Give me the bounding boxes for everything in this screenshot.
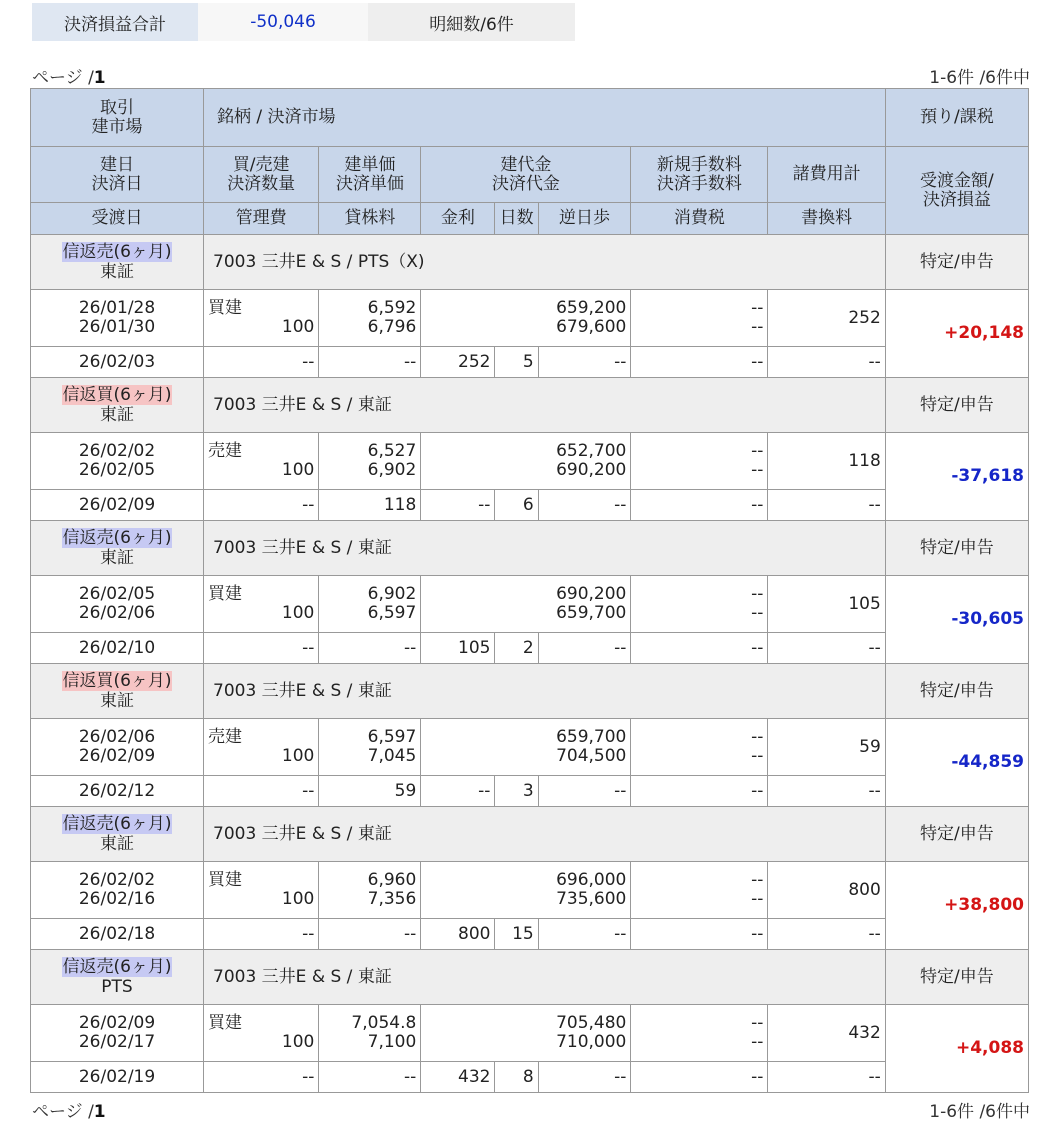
header-torihiki: 取引 建市場 — [31, 89, 204, 147]
trade-market: PTS — [101, 977, 133, 997]
trade-settlement-row — [31, 776, 1029, 807]
summary-bar — [32, 3, 575, 41]
trade-group-row — [31, 664, 1029, 719]
trade-group-row — [31, 807, 1029, 862]
trade-group-row — [31, 378, 1029, 433]
trade-market: 東証 — [100, 262, 134, 282]
trade-type-cell — [31, 807, 204, 862]
trade-shohizei: -- — [631, 490, 768, 521]
header-row-2 — [31, 147, 1029, 203]
trade-tax-type: 特定/申告 — [885, 235, 1028, 290]
trade-tanka: 6,960 7,356 — [319, 862, 421, 919]
trade-dates: 26/02/06 26/02/09 — [31, 719, 204, 776]
header-ukewatashibi: 受渡日 — [31, 203, 204, 235]
trade-type-cell — [31, 950, 204, 1005]
summary-detail-count: 明細数/6件 — [368, 3, 575, 41]
header-row-1 — [31, 89, 1029, 147]
trade-tesuryo: -- -- — [631, 862, 768, 919]
trade-nissu: 5 — [495, 347, 538, 378]
trade-shohizei: -- — [631, 633, 768, 664]
trade-baibai-suryo: 買建 100 — [204, 862, 319, 919]
trade-kanrihi: -- — [204, 347, 319, 378]
trade-kinri: 252 — [421, 347, 495, 378]
trade-daikin: 652,700 690,200 — [421, 433, 631, 490]
trade-history-table — [30, 88, 1029, 1093]
trade-shohiyo: 105 — [768, 576, 885, 633]
trade-type-badge: 信返売(6ヶ月) — [62, 814, 172, 834]
trade-kinri: -- — [421, 776, 495, 807]
trade-nissu: 2 — [495, 633, 538, 664]
trade-baibai-suryo: 売建 100 — [204, 433, 319, 490]
trade-shohizei: -- — [631, 776, 768, 807]
trade-gyakuhibu: -- — [538, 490, 631, 521]
trade-kanrihi: -- — [204, 1062, 319, 1093]
trade-pnl: +20,148 — [885, 290, 1028, 378]
trade-dates: 26/02/02 26/02/16 — [31, 862, 204, 919]
trade-type-cell — [31, 378, 204, 433]
page-prefix: ページ / — [32, 1102, 94, 1122]
trade-type-cell — [31, 235, 204, 290]
trade-shohizei: -- — [631, 1062, 768, 1093]
trade-shohiyo: 432 — [768, 1005, 885, 1062]
page-prefix: ページ / — [32, 68, 94, 88]
trade-baibai-suryo: 買建 100 — [204, 576, 319, 633]
trade-market: 東証 — [100, 548, 134, 568]
trade-tesuryo: -- -- — [631, 1005, 768, 1062]
header-kakikae: 書換料 — [768, 203, 885, 235]
trade-ukewatashibi: 26/02/19 — [31, 1062, 204, 1093]
trade-daikin: 659,700 704,500 — [421, 719, 631, 776]
trade-ukewatashibi: 26/02/18 — [31, 919, 204, 950]
header-meigara: 銘柄 / 決済市場 — [204, 89, 886, 147]
header-gyakuhibu: 逆日歩 — [538, 203, 631, 235]
trade-pnl: +4,088 — [885, 1005, 1028, 1093]
trade-detail-row — [31, 290, 1029, 347]
trade-pnl: -44,859 — [885, 719, 1028, 807]
trade-gyakuhibu: -- — [538, 776, 631, 807]
trade-kakikae: -- — [768, 633, 885, 664]
trade-tax-type: 特定/申告 — [885, 378, 1028, 433]
trade-tax-type: 特定/申告 — [885, 807, 1028, 862]
trade-tanka: 7,054.8 7,100 — [319, 1005, 421, 1062]
trade-pnl: +38,800 — [885, 862, 1028, 950]
trade-kashikabu: 118 — [319, 490, 421, 521]
trade-shohiyo: 800 — [768, 862, 885, 919]
trade-tanka: 6,597 7,045 — [319, 719, 421, 776]
trade-kashikabu: -- — [319, 347, 421, 378]
trade-gyakuhibu: -- — [538, 1062, 631, 1093]
trade-kanrihi: -- — [204, 490, 319, 521]
trade-kakikae: -- — [768, 347, 885, 378]
trade-tax-type: 特定/申告 — [885, 950, 1028, 1005]
trade-market: 東証 — [100, 405, 134, 425]
trade-kakikae: -- — [768, 919, 885, 950]
trade-nissu: 3 — [495, 776, 538, 807]
trade-nissu: 6 — [495, 490, 538, 521]
trade-type-badge: 信返買(6ヶ月) — [62, 671, 172, 691]
trade-tesuryo: -- -- — [631, 719, 768, 776]
trade-daikin: 705,480 710,000 — [421, 1005, 631, 1062]
page-indicator-top — [32, 63, 106, 88]
trade-settlement-row — [31, 490, 1029, 521]
trade-kakikae: -- — [768, 490, 885, 521]
result-count-top: 1-6件 /6件中 — [929, 68, 1030, 88]
trade-baibai-suryo: 売建 100 — [204, 719, 319, 776]
trade-tesuryo: -- -- — [631, 433, 768, 490]
trade-kinri: 432 — [421, 1062, 495, 1093]
trade-tesuryo: -- -- — [631, 290, 768, 347]
trade-settlement-row — [31, 919, 1029, 950]
trade-kakikae: -- — [768, 1062, 885, 1093]
trade-settlement-row — [31, 633, 1029, 664]
trade-kanrihi: -- — [204, 919, 319, 950]
trade-meigara[interactable]: 7003 三井E & S / 東証 — [204, 521, 886, 576]
trade-detail-row — [31, 1005, 1029, 1062]
trade-detail-row — [31, 719, 1029, 776]
trade-meigara[interactable]: 7003 三井E & S / 東証 — [204, 378, 886, 433]
trade-baibai-suryo: 買建 100 — [204, 290, 319, 347]
trade-meigara[interactable]: 7003 三井E & S / 東証 — [204, 807, 886, 862]
summary-label: 決済損益合計 — [32, 3, 198, 41]
trade-gyakuhibu: -- — [538, 633, 631, 664]
header-shohiyo: 諸費用計 — [768, 147, 885, 203]
trade-meigara[interactable]: 7003 三井E & S / 東証 — [204, 664, 886, 719]
trade-kashikabu: -- — [319, 919, 421, 950]
trade-kinri: -- — [421, 490, 495, 521]
header-row-3 — [31, 203, 1029, 235]
header-daikin: 建代金 決済代金 — [421, 147, 631, 203]
trade-kashikabu: -- — [319, 633, 421, 664]
trade-detail-row — [31, 862, 1029, 919]
header-baibai: 買/売建 決済数量 — [204, 147, 319, 203]
header-dates: 建日 決済日 — [31, 147, 204, 203]
trade-shohizei: -- — [631, 919, 768, 950]
trade-shohiyo: 118 — [768, 433, 885, 490]
trade-type-badge: 信返買(6ヶ月) — [62, 385, 172, 405]
trade-daikin: 690,200 659,700 — [421, 576, 631, 633]
header-tesuryo: 新規手数料 決済手数料 — [631, 147, 768, 203]
trade-nissu: 15 — [495, 919, 538, 950]
header-kashikabu: 貸株料 — [319, 203, 421, 235]
trade-dates: 26/02/05 26/02/06 — [31, 576, 204, 633]
header-tanka: 建単価 決済単価 — [319, 147, 421, 203]
trade-ukewatashibi: 26/02/09 — [31, 490, 204, 521]
page-number-link[interactable]: 1 — [93, 68, 106, 88]
trade-ukewatashibi: 26/02/12 — [31, 776, 204, 807]
trade-baibai-suryo: 買建 100 — [204, 1005, 319, 1062]
trade-settlement-row — [31, 1062, 1029, 1093]
trade-type-cell — [31, 664, 204, 719]
trade-tesuryo: -- -- — [631, 576, 768, 633]
trade-kakikae: -- — [768, 776, 885, 807]
trade-market: 東証 — [100, 834, 134, 854]
trade-kanrihi: -- — [204, 633, 319, 664]
trade-dates: 26/01/28 26/01/30 — [31, 290, 204, 347]
page-number-link[interactable]: 1 — [93, 1102, 106, 1122]
trade-settlement-row — [31, 347, 1029, 378]
trade-shohizei: -- — [631, 347, 768, 378]
trade-daikin: 659,200 679,600 — [421, 290, 631, 347]
trade-detail-row — [31, 576, 1029, 633]
trade-type-cell — [31, 521, 204, 576]
trade-ukewatashibi: 26/02/03 — [31, 347, 204, 378]
trade-detail-row — [31, 433, 1029, 490]
page-indicator-bottom — [32, 1097, 106, 1122]
trade-tanka: 6,592 6,796 — [319, 290, 421, 347]
trade-tax-type: 特定/申告 — [885, 521, 1028, 576]
trade-meigara[interactable]: 7003 三井E & S / PTS（X) — [204, 235, 886, 290]
trade-type-badge: 信返売(6ヶ月) — [62, 957, 172, 977]
header-kinri: 金利 — [421, 203, 495, 235]
trade-gyakuhibu: -- — [538, 919, 631, 950]
header-ukewatashi: 受渡金額/ 決済損益 — [885, 147, 1028, 235]
trade-tanka: 6,527 6,902 — [319, 433, 421, 490]
trade-kashikabu: -- — [319, 1062, 421, 1093]
trade-kanrihi: -- — [204, 776, 319, 807]
trade-kinri: 800 — [421, 919, 495, 950]
header-shohizei: 消費税 — [631, 203, 768, 235]
header-azukari: 預り/課税 — [885, 89, 1028, 147]
trade-tanka: 6,902 6,597 — [319, 576, 421, 633]
trade-group-row — [31, 521, 1029, 576]
trade-nissu: 8 — [495, 1062, 538, 1093]
trade-market: 東証 — [100, 691, 134, 711]
trade-daikin: 696,000 735,600 — [421, 862, 631, 919]
trade-kashikabu: 59 — [319, 776, 421, 807]
trade-pnl: -30,605 — [885, 576, 1028, 664]
trade-dates: 26/02/02 26/02/05 — [31, 433, 204, 490]
trade-meigara[interactable]: 7003 三井E & S / 東証 — [204, 950, 886, 1005]
trade-shohiyo: 59 — [768, 719, 885, 776]
trade-group-row — [31, 950, 1029, 1005]
trade-dates: 26/02/09 26/02/17 — [31, 1005, 204, 1062]
summary-total-pnl: -50,046 — [198, 3, 368, 41]
trade-type-badge: 信返売(6ヶ月) — [62, 242, 172, 262]
trade-pnl: -37,618 — [885, 433, 1028, 521]
trade-gyakuhibu: -- — [538, 347, 631, 378]
trade-ukewatashibi: 26/02/10 — [31, 633, 204, 664]
trade-shohiyo: 252 — [768, 290, 885, 347]
trade-group-row — [31, 235, 1029, 290]
header-nissu: 日数 — [495, 203, 538, 235]
result-count-bottom: 1-6件 /6件中 — [929, 1102, 1030, 1122]
trade-type-badge: 信返売(6ヶ月) — [62, 528, 172, 548]
trade-tax-type: 特定/申告 — [885, 664, 1028, 719]
trade-kinri: 105 — [421, 633, 495, 664]
header-kanrihi: 管理費 — [204, 203, 319, 235]
